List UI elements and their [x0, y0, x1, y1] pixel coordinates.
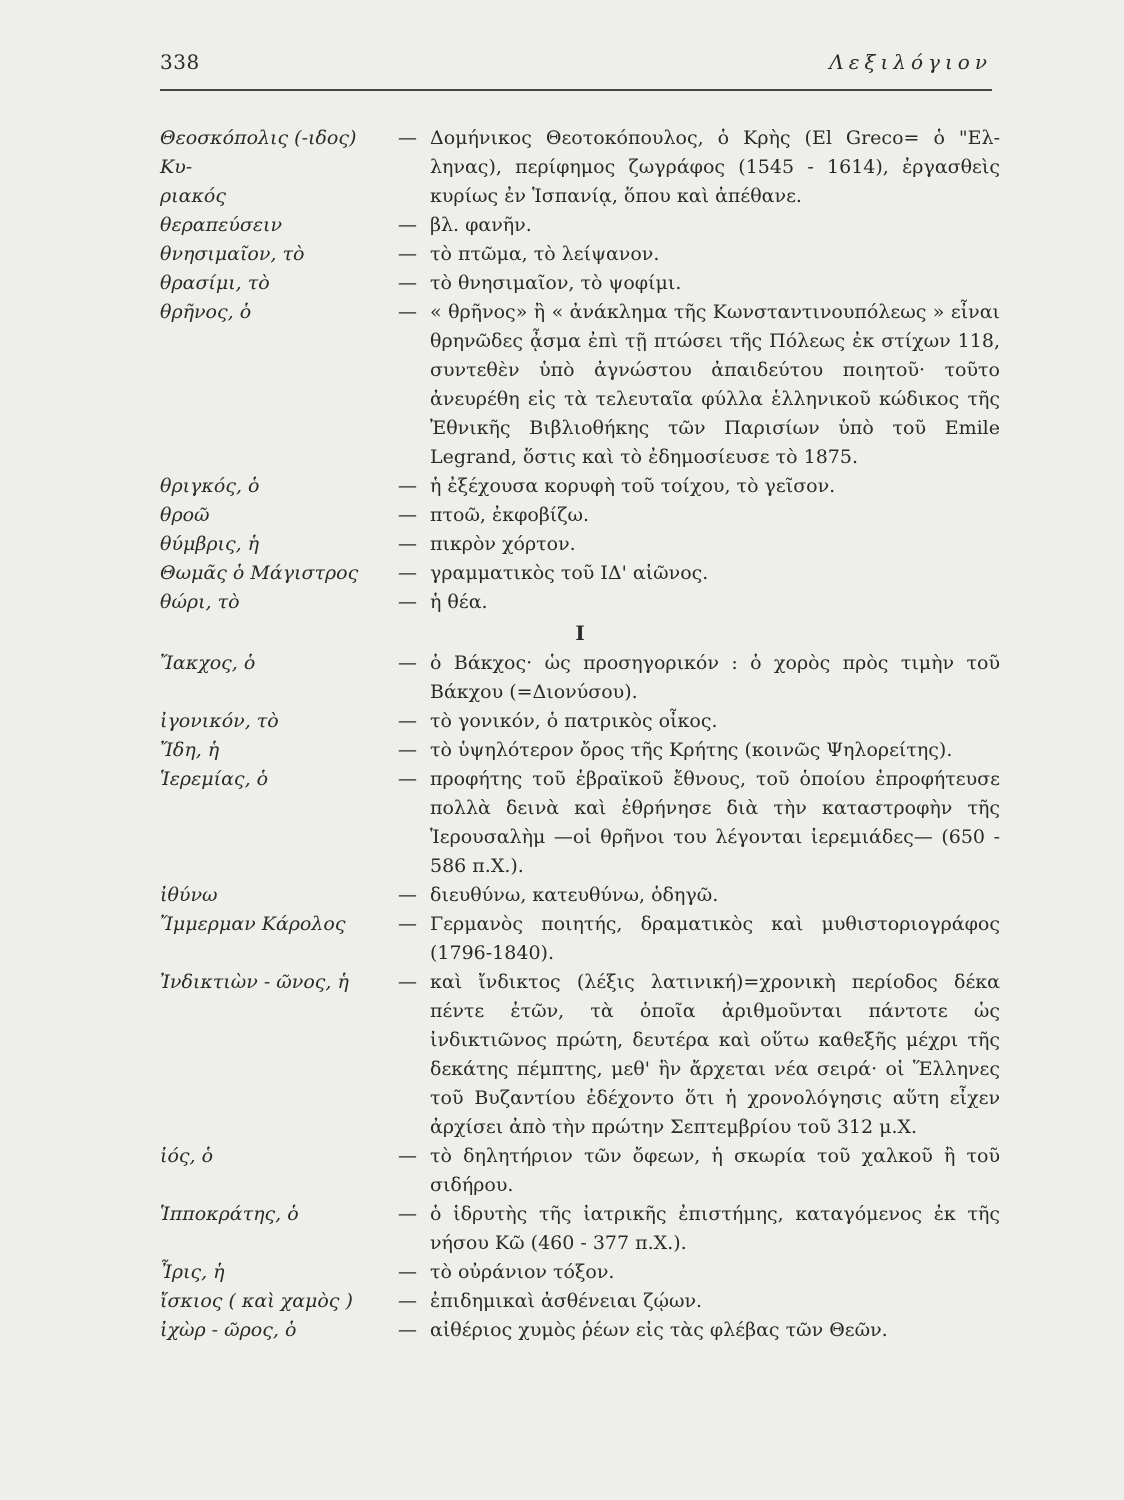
entry-term: Ἶρις, ἡ [160, 1261, 225, 1283]
entry-definition: — ἡ θέα. [398, 588, 1000, 617]
glossary-entry [160, 649, 1000, 707]
entry-term: ἴσκιος ( καὶ χαμὸς ) [160, 1290, 353, 1312]
glossary-entry [160, 881, 1000, 910]
entry-definition: — καὶ ἴνδικτος (λέξις λατινική)=χρονικὴ περίοδος δέκα πέντε ἐτῶν, τὰ ὁποῖα ἀριθμοῦνται πάντοτε ὡς ἰνδικτιῶνος πρώτη, δευτέρα καὶ οὕτω καθεξῆς μέχρι τῆς δεκάτης πέμπτης, μεθ' ἣν ἄρχεται νέα σειρά· οἱ Ἕλληνες τοῦ Βυζαντίου ἐδέχοντο ὅτι ἡ χρονολόγησις αὕτη εἶχεν ἀρχίσει ἀπὸ τὴν πρώτην Σεπτεμβρίου τοῦ 312 μ.Χ. [398, 968, 1000, 1142]
entry-term: θροῶ [160, 504, 210, 526]
entry-definition: — « θρῆνος» ἢ « ἀνάκλημα τῆς Κωνσταντινουπόλεως » εἶναι θρηνῶδες ᾆσμα ἐπὶ τῇ πτώσει τῆς Πόλεως ἐκ στίχων 118, συντεθὲν ὑπὸ ἀγνώστου ἀπαιδεύτου ποιητοῦ· τοῦτο ἀνευρέθη εἰς τὰ τελευταῖα φύλλα ἑλληνικοῦ κώδικος τῆς Ἐθνικῆς Βιβλιοθήκης τῶν Παρισίων ὑπὸ τοῦ Emile Legrand, ὅστις καὶ τὸ ἐδημοσίευσε τὸ 1875. [398, 298, 1000, 472]
entry-term: θρασίμι, τὸ [160, 272, 270, 294]
entry-term: ἰγονικόν, τὸ [160, 710, 279, 732]
entry-term: θνησιμαῖον, τὸ [160, 243, 305, 265]
entry-term: Ἱερεμίας, ὁ [160, 768, 269, 790]
glossary-entry [160, 211, 1000, 240]
glossary-entry [160, 559, 1000, 588]
glossary-entry [160, 1287, 1000, 1316]
running-title: Λεξιλόγιον [829, 50, 992, 74]
entry-definition: — ὁ ἱδρυτὴς τῆς ἰατρικῆς ἐπιστήμης, καταγόμενος ἐκ τῆς νήσου Κῶ (460 - 377 π.Χ.). [398, 1200, 1000, 1258]
glossary-entry [160, 269, 1000, 298]
entry-term: Ἱπποκράτης, ὁ [160, 1203, 299, 1225]
entry-term: Θεοσκόπολις (-ιδος) Κυ- ριακός [160, 127, 357, 207]
entry-definition: — ἐπιδημικαὶ ἀσθένειαι ζῴων. [398, 1287, 1000, 1316]
entry-term: θεραπεύσειν [160, 214, 283, 236]
glossary-entry [160, 1142, 1000, 1200]
glossary-entry [160, 124, 1000, 211]
glossary-entry [160, 910, 1000, 968]
page-number: 338 [160, 50, 200, 74]
entry-definition: — διευθύνω, κατευθύνω, ὁδηγῶ. [398, 881, 1000, 910]
entry-definition: — ἡ ἐξέχουσα κορυφὴ τοῦ τοίχου, τὸ γεῖσον. [398, 472, 1000, 501]
entry-definition: — τὸ πτῶμα, τὸ λείψανον. [398, 240, 1000, 269]
entry-term: Ἴδη, ἡ [160, 739, 220, 761]
entry-term: Ἴακχος, ὁ [160, 652, 256, 674]
glossary-entry [160, 707, 1000, 736]
glossary-entry [160, 736, 1000, 765]
glossary-entry [160, 530, 1000, 559]
entry-term: ἰθύνω [160, 884, 218, 906]
entry-definition: — αἰθέριος χυμὸς ῥέων εἰς τὰς φλέβας τῶν Θεῶν. [398, 1316, 1000, 1345]
entry-definition: — γραμματικὸς τοῦ ΙΔ' αἰῶνος. [398, 559, 1000, 588]
page-header [160, 50, 992, 86]
entry-term: Ἴμμερμαν Κάρολος [160, 913, 346, 935]
entry-definition: — τὸ οὐράνιον τόξον. [398, 1258, 1000, 1287]
theta-entries [160, 124, 1000, 617]
entry-term: θρῆνος, ὁ [160, 301, 252, 323]
entry-definition: — τὸ θνησιμαῖον, τὸ ψοφίμι. [398, 269, 1000, 298]
entry-term: ἰός, ὁ [160, 1145, 214, 1167]
glossary-entry [160, 1200, 1000, 1258]
entry-definition: — Γερμανὸς ποιητής, δραματικὸς καὶ μυθιστοριογράφος (1796-1840). [398, 910, 1000, 968]
entry-term: ἰχὼρ - ῶρος, ὁ [160, 1319, 297, 1341]
glossary-entries [160, 124, 1000, 1345]
entry-definition: — τὸ ὑψηλότερον ὄρος τῆς Κρήτης (κοινῶς Ψηλορείτης). [398, 736, 1000, 765]
glossary-entry [160, 298, 1000, 472]
letter-heading: Ι [575, 621, 585, 645]
entry-term: Θωμᾶς ὁ Μάγιστρος [160, 562, 359, 584]
entry-definition: — τὸ γονικόν, ὁ πατρικὸς οἶκος. [398, 707, 1000, 736]
entry-term: θώρι, τὸ [160, 591, 240, 613]
glossary-entry [160, 1316, 1000, 1345]
entry-definition: — πτοῶ, ἐκφοβίζω. [398, 501, 1000, 530]
entry-definition: — βλ. φανῆν. [398, 211, 1000, 240]
glossary-entry [160, 472, 1000, 501]
glossary-entry [160, 588, 1000, 617]
entry-definition: — τὸ δηλητήριον τῶν ὄφεων, ἡ σκωρία τοῦ χαλκοῦ ἢ τοῦ σιδήρου. [398, 1142, 1000, 1200]
glossary-entry [160, 240, 1000, 269]
entry-definition: — Δομήνικος Θεοτοκόπουλος, ὁ Κρὴς (El Greco= ὁ "Ελ-ληνας), περίφημος ζωγράφος (1545 - 1614), ἐργασθεὶς κυρίως ἐν Ἱσπανίᾳ, ὅπου καὶ ἀπέθανε. [398, 124, 1000, 211]
entry-term: θριγκός, ὁ [160, 475, 260, 497]
entry-definition: — ὁ Βάκχος· ὡς προσηγορικόν : ὁ χορὸς πρὸς τιμὴν τοῦ Βάκχου (=Διονύσου). [398, 649, 1000, 707]
entry-term: θύμβρις, ἡ [160, 533, 260, 555]
entry-definition: — πικρὸν χόρτον. [398, 530, 1000, 559]
iota-entries [160, 649, 1000, 1345]
entry-term: Ἰνδικτιὼν - ῶνος, ἡ [160, 971, 349, 993]
glossary-entry [160, 968, 1000, 1142]
glossary-entry [160, 1258, 1000, 1287]
glossary-entry [160, 765, 1000, 881]
glossary-entry [160, 501, 1000, 530]
entry-definition: — προφήτης τοῦ ἑβραϊκοῦ ἔθνους, τοῦ ὁποίου ἐπροφήτευσε πολλὰ δεινὰ καὶ ἐθρήνησε διὰ τὴν καταστροφὴν τῆς Ἱερουσαλὴμ —οἱ θρῆνοι του λέγονται ἱερεμιάδες— (650 - 586 π.Χ.). [398, 765, 1000, 881]
header-rule [160, 89, 992, 91]
